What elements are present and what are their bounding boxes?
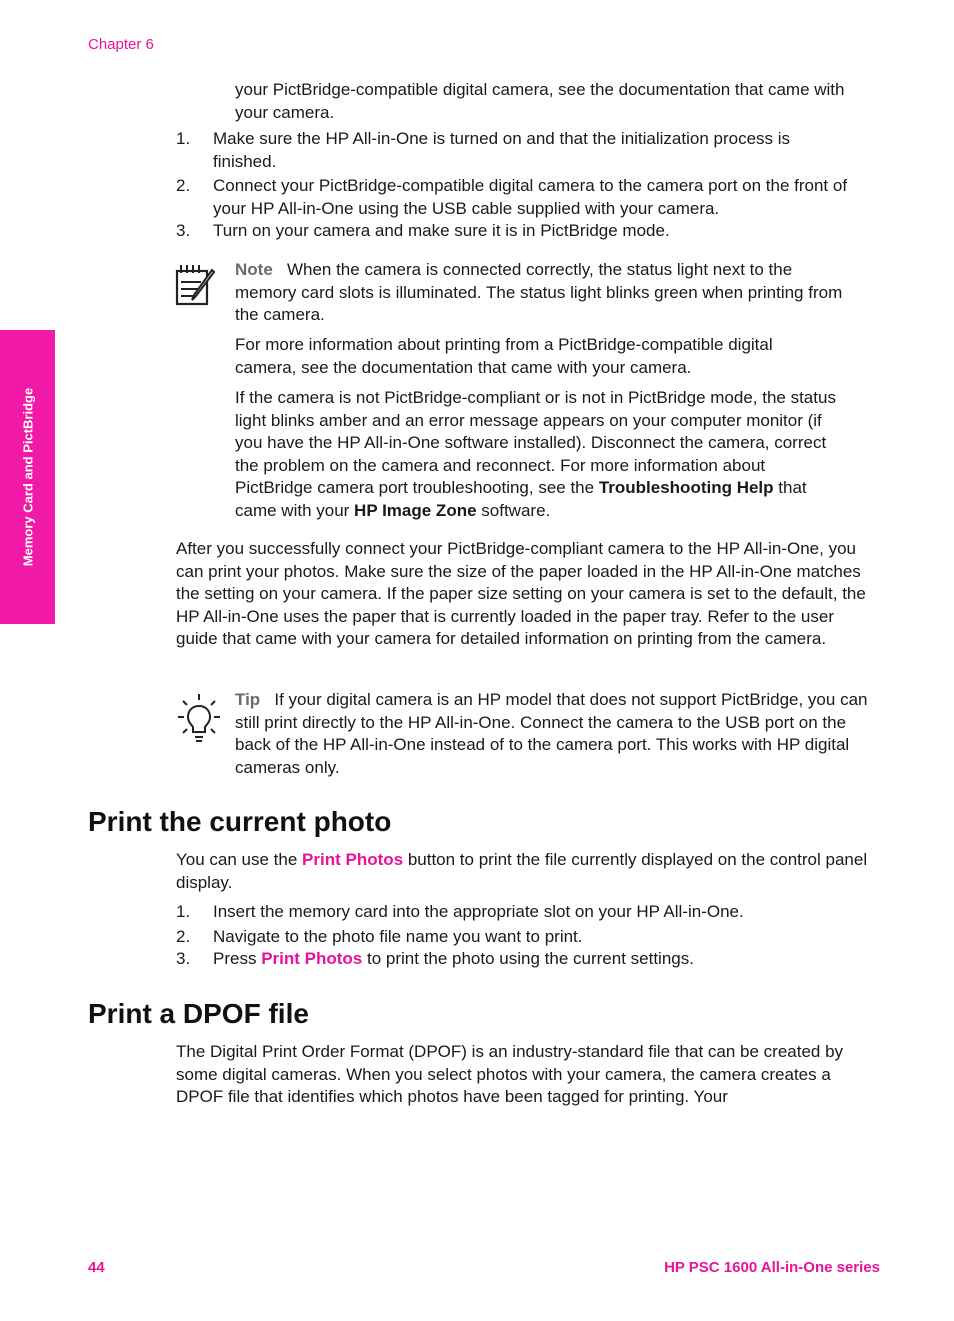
step-number: 1. [176,129,191,148]
dpof-paragraph: The Digital Print Order Format (DPOF) is an industry-standard file that can be created by some digital cameras. When you select photos with your camera, the camera creates a DPOF file that identifies which photos have been tagged for printing. Your [176,1042,844,1106]
note-error-text: If the camera is not PictBridge-compliant or is not in PictBridge mode, the status light blinks amber and an error message appears on your computer monitor (if you have the HP All-in-One software installed). Disconnect the camera, correct the problem on the camera and reconnect. For more information about PictBridge camera port troubleshooting, see the [235,388,836,497]
light-bulb-icon [176,692,222,744]
step-text: Navigate to the photo file name you want to print. [213,927,583,946]
step-number: 2. [176,927,191,946]
product-name: HP PSC 1600 All-in-One series [664,1259,880,1276]
step-text-part: to print the photo using the current settings. [362,949,694,968]
intro-text: button to print the file currently displayed on the control panel display. [176,850,868,892]
step-text-part: Press [213,949,262,968]
note-more-info: For more information about printing from a PictBridge-compatible digital camera, see the documentation that came with your camera. [235,335,773,377]
section-title-print-current: Print the current photo [88,806,392,837]
step-text: Connect your PictBridge-compatible digital camera to the camera port on the front of your HP All-in-One using the USB cable supplied with your camera. [213,176,848,218]
print-photos-button-ref: Print Photos [261,949,363,968]
troubleshooting-help-ref: Troubleshooting Help [598,478,774,497]
side-tab [0,330,55,624]
page-number: 44 [88,1259,105,1276]
note-paragraph [235,259,855,327]
chapter-header: Chapter 6 [88,36,154,53]
note-error-paragraph [235,387,847,522]
side-tab-label: Memory Card and PictBridge [20,387,35,567]
tip-label: Tip [235,690,261,709]
section-title-dpof: Print a DPOF file [88,998,309,1029]
tip-paragraph [235,689,875,779]
step-text: Insert the memory card into the appropriate slot on your HP All-in-One. [213,902,744,921]
step-number: 1. [176,902,191,921]
note-label: Note [235,260,273,279]
step-text: Turn on your camera and make sure it is in PictBridge mode. [213,221,670,240]
note-error-text: that came with your [235,478,807,520]
tip-text: If your digital camera is an HP model that does not support PictBridge, you can still print directly to the HP All-in-One. Connect the camera to the USB port on the back of the HP All-in-One instead of to the camera port. This works with HP digital cameras only. [235,690,868,777]
note-pad-icon [172,262,220,308]
note-text: When the camera is connected correctly, the status light next to the memory card slots is illuminated. The status light blinks green when printing from the camera. [235,260,843,324]
step-text: Make sure the HP All-in-One is turned on and that the initialization process is finished. [213,129,791,171]
intro-text: You can use the [176,850,303,869]
hp-image-zone-ref: HP Image Zone [354,500,477,520]
step-number: 3. [176,221,191,240]
step-number: 2. [176,176,191,195]
after-connect-paragraph: After you successfully connect your PictBridge-compliant camera to the HP All-in-One, you can print your photos. Make sure the size of the paper loaded in the HP All-in-One matches the setting on your camera. If the paper size setting on your camera is set to the default, the HP All-in-One uses the paper that is currently loaded in the paper tray. Refer to the user guide that came with your camera for detailed information on printing from the camera. [176,539,866,648]
intro-continuation: your PictBridge-compatible digital camera, see the documentation that came with your camera. [235,80,845,122]
step-number: 3. [176,949,191,968]
note-error-text: software. [476,500,551,520]
print-photos-button-ref: Print Photos [302,850,404,869]
step-text [213,948,853,971]
print-current-intro [176,849,876,894]
